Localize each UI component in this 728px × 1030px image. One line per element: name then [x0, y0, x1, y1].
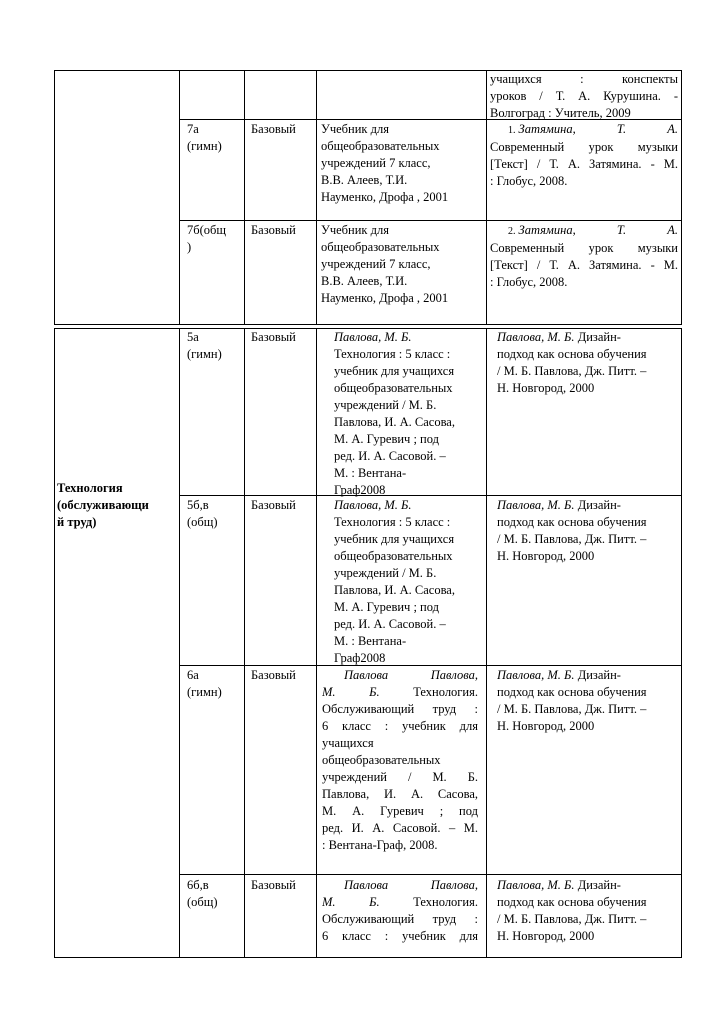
reference-line	[497, 667, 680, 684]
class-cell	[187, 222, 242, 256]
reference-author: Затямина, Т. А.	[518, 223, 678, 237]
textbook-author: Павлова Павлова,	[344, 878, 478, 892]
textbook-line: Граф2008	[334, 651, 386, 665]
textbook-line: Павлова, И. А. Сасова,	[334, 415, 455, 429]
textbook-line: 6 класс : учебник для	[322, 929, 478, 943]
level-cell	[251, 497, 315, 514]
reference-line: Н. Новгород, 2000	[497, 381, 595, 395]
textbook-line: М. : Вентана-	[334, 634, 407, 648]
textbook-line: Павлова, И. А. Сасова,	[334, 583, 455, 597]
textbook-author-initials: М. Б.	[322, 895, 380, 909]
textbook-cell	[322, 877, 478, 945]
level-cell	[251, 222, 315, 239]
textbook-line: М. А. Гуревич ; под	[322, 804, 478, 818]
class-label: 6б,в	[187, 878, 209, 892]
class-type: (общ)	[187, 515, 218, 529]
class-type: (общ)	[187, 895, 218, 909]
level-cell	[251, 329, 315, 346]
textbook-line: учреждений / М. Б.	[334, 566, 437, 580]
reference-line: подход как основа обучения	[497, 515, 647, 529]
reference-line: [Текст] / Т. А. Затямина. - М.	[490, 157, 678, 171]
level-label: Базовый	[251, 878, 296, 892]
reference-author: Павлова, М. Б.	[497, 668, 575, 682]
textbook-author-initials: М. Б.	[322, 685, 380, 699]
level-label: Базовый	[251, 330, 296, 344]
subject-cell	[57, 480, 179, 531]
textbook-line: В.В. Алеев, Т.И.	[321, 173, 408, 187]
reference-continuation	[490, 71, 678, 122]
textbook-title: Технология.	[413, 895, 478, 909]
reference-cell	[497, 877, 680, 945]
textbook-author: Павлова, М. Б.	[334, 498, 412, 512]
class-label: 5а	[187, 330, 199, 344]
textbook-line: общеобразовательных	[334, 549, 453, 563]
reference-cell	[497, 329, 680, 397]
textbook-cell	[322, 667, 478, 854]
textbook-line: Науменко, Дрофа , 2001	[321, 190, 449, 204]
textbook-line: Граф2008	[334, 483, 386, 497]
column-divider	[316, 70, 317, 958]
reference-line	[497, 497, 680, 514]
reference-cell	[497, 497, 680, 565]
textbook-line: 6 класс : учебник для	[322, 719, 478, 733]
reference-line	[497, 329, 680, 346]
column-divider	[179, 70, 180, 958]
textbook-author: Павлова Павлова,	[344, 668, 478, 682]
textbook-line: Технология : 5 класс :	[334, 515, 451, 529]
reference-title: Дизайн-	[577, 878, 621, 892]
class-label: 6а	[187, 668, 199, 682]
reference-line: / М. Б. Павлова, Дж. Питт. –	[497, 364, 647, 378]
textbook-line: ред. И. А. Сасовой. –	[334, 617, 446, 631]
textbook-title: Технология.	[413, 685, 478, 699]
table-border-bottom	[54, 957, 682, 958]
reference-author: Павлова, М. Б.	[497, 330, 575, 344]
textbook-line: Обслуживающий труд :	[322, 912, 478, 926]
column-divider	[244, 70, 245, 958]
textbook-line: В.В. Алеев, Т.И.	[321, 274, 408, 288]
reference-line: / М. Б. Павлова, Дж. Питт. –	[497, 912, 647, 926]
textbook-line: Учебник для	[321, 223, 389, 237]
list-number: 1.	[508, 125, 516, 136]
reference-line	[497, 877, 680, 894]
textbook-cell	[321, 222, 483, 307]
class-cell	[187, 877, 242, 911]
reference-cell	[490, 121, 678, 190]
level-cell	[251, 667, 315, 684]
reference-line: Н. Новгород, 2000	[497, 719, 595, 733]
textbook-line: ред. И. А. Сасовой. –	[334, 449, 446, 463]
reference-line: / М. Б. Павлова, Дж. Питт. –	[497, 532, 647, 546]
textbook-line: учебник для учащихся	[334, 364, 455, 378]
class-type: (гимн)	[187, 685, 222, 699]
textbook-line: М. А. Гуревич ; под	[334, 600, 439, 614]
textbook-line: общеобразовательных	[322, 753, 441, 767]
class-type: (гимн)	[187, 347, 222, 361]
textbook-line	[322, 684, 478, 701]
reference-title: Дизайн-	[577, 668, 621, 682]
class-cell	[187, 497, 242, 531]
list-number: 2.	[508, 226, 516, 237]
textbook-line: учреждений / М. Б.	[322, 770, 478, 784]
textbook-cell	[334, 329, 484, 499]
level-cell	[251, 877, 315, 894]
textbook-author: Павлова, М. Б.	[334, 330, 412, 344]
textbook-line: Технология : 5 класс :	[334, 347, 451, 361]
row-divider	[179, 874, 682, 875]
reference-line	[490, 222, 678, 240]
reference-line: Н. Новгород, 2000	[497, 929, 595, 943]
textbook-line: М. : Вентана-	[334, 466, 407, 480]
level-cell	[251, 121, 315, 138]
subject-name: Технология	[57, 481, 123, 495]
level-label: Базовый	[251, 498, 296, 512]
textbook-line: общеобразовательных	[321, 240, 440, 254]
textbook-line: Науменко, Дрофа , 2001	[321, 291, 449, 305]
reference-line: подход как основа обучения	[497, 685, 647, 699]
textbook-line: учреждений / М. Б.	[334, 398, 437, 412]
reference-line: учащихся : конспекты	[490, 72, 678, 86]
level-label: Базовый	[251, 223, 296, 237]
reference-line: Н. Новгород, 2000	[497, 549, 595, 563]
reference-line: подход как основа обучения	[497, 895, 647, 909]
reference-line: / М. Б. Павлова, Дж. Питт. –	[497, 702, 647, 716]
table-border-left	[54, 70, 55, 958]
class-type: (гимн)	[187, 139, 222, 153]
reference-author: Павлова, М. Б.	[497, 498, 575, 512]
column-divider	[486, 70, 487, 958]
textbook-line: учащихся	[322, 736, 374, 750]
class-label: 7а	[187, 122, 199, 136]
textbook-line: Павлова, И. А. Сасова,	[322, 787, 478, 801]
reference-author: Павлова, М. Б.	[497, 878, 575, 892]
level-label: Базовый	[251, 668, 296, 682]
textbook-line: учреждений 7 класс,	[321, 156, 431, 170]
reference-line: [Текст] / Т. А. Затямина. - М.	[490, 258, 678, 272]
class-label: 5б,в	[187, 498, 209, 512]
textbook-line	[322, 894, 478, 911]
reference-line: Современный урок музыки	[490, 241, 678, 255]
class-cell	[187, 667, 242, 701]
textbook-line: учебник для учащихся	[334, 532, 455, 546]
reference-line: : Глобус, 2008.	[490, 275, 568, 289]
class-type: )	[187, 240, 192, 254]
textbook-line: общеобразовательных	[334, 381, 453, 395]
reference-line: Современный урок музыки	[490, 140, 678, 154]
textbook-line: общеобразовательных	[321, 139, 440, 153]
textbook-line: Обслуживающий труд :	[322, 702, 478, 716]
subject-name: (обслуживающи	[57, 498, 149, 512]
textbook-line: Учебник для	[321, 122, 389, 136]
reference-line: : Глобус, 2008.	[490, 174, 568, 188]
reference-cell	[497, 667, 680, 735]
class-label: 7б(общ	[187, 223, 227, 237]
reference-line: уроков / Т. А. Курушина. -	[490, 89, 678, 103]
class-cell	[187, 121, 242, 155]
reference-author: Затямина, Т. А.	[518, 122, 678, 136]
reference-title: Дизайн-	[577, 498, 621, 512]
table-border-right	[681, 70, 682, 958]
textbook-cell	[321, 121, 483, 206]
reference-line	[490, 121, 678, 139]
class-cell	[187, 329, 242, 363]
textbook-line: : Вентана-Граф, 2008.	[322, 838, 438, 852]
textbook-cell	[334, 497, 484, 667]
row-divider	[179, 220, 682, 221]
reference-cell	[490, 222, 678, 291]
textbook-line: М. А. Гуревич ; под	[334, 432, 439, 446]
level-label: Базовый	[251, 122, 296, 136]
reference-title: Дизайн-	[577, 330, 621, 344]
textbook-line: ред. И. А. Сасовой. – М.	[322, 821, 478, 835]
textbook-line: учреждений 7 класс,	[321, 257, 431, 271]
subject-name: й труд)	[57, 515, 97, 529]
reference-line: Волгоград : Учитель, 2009	[490, 106, 631, 120]
reference-line: подход как основа обучения	[497, 347, 647, 361]
